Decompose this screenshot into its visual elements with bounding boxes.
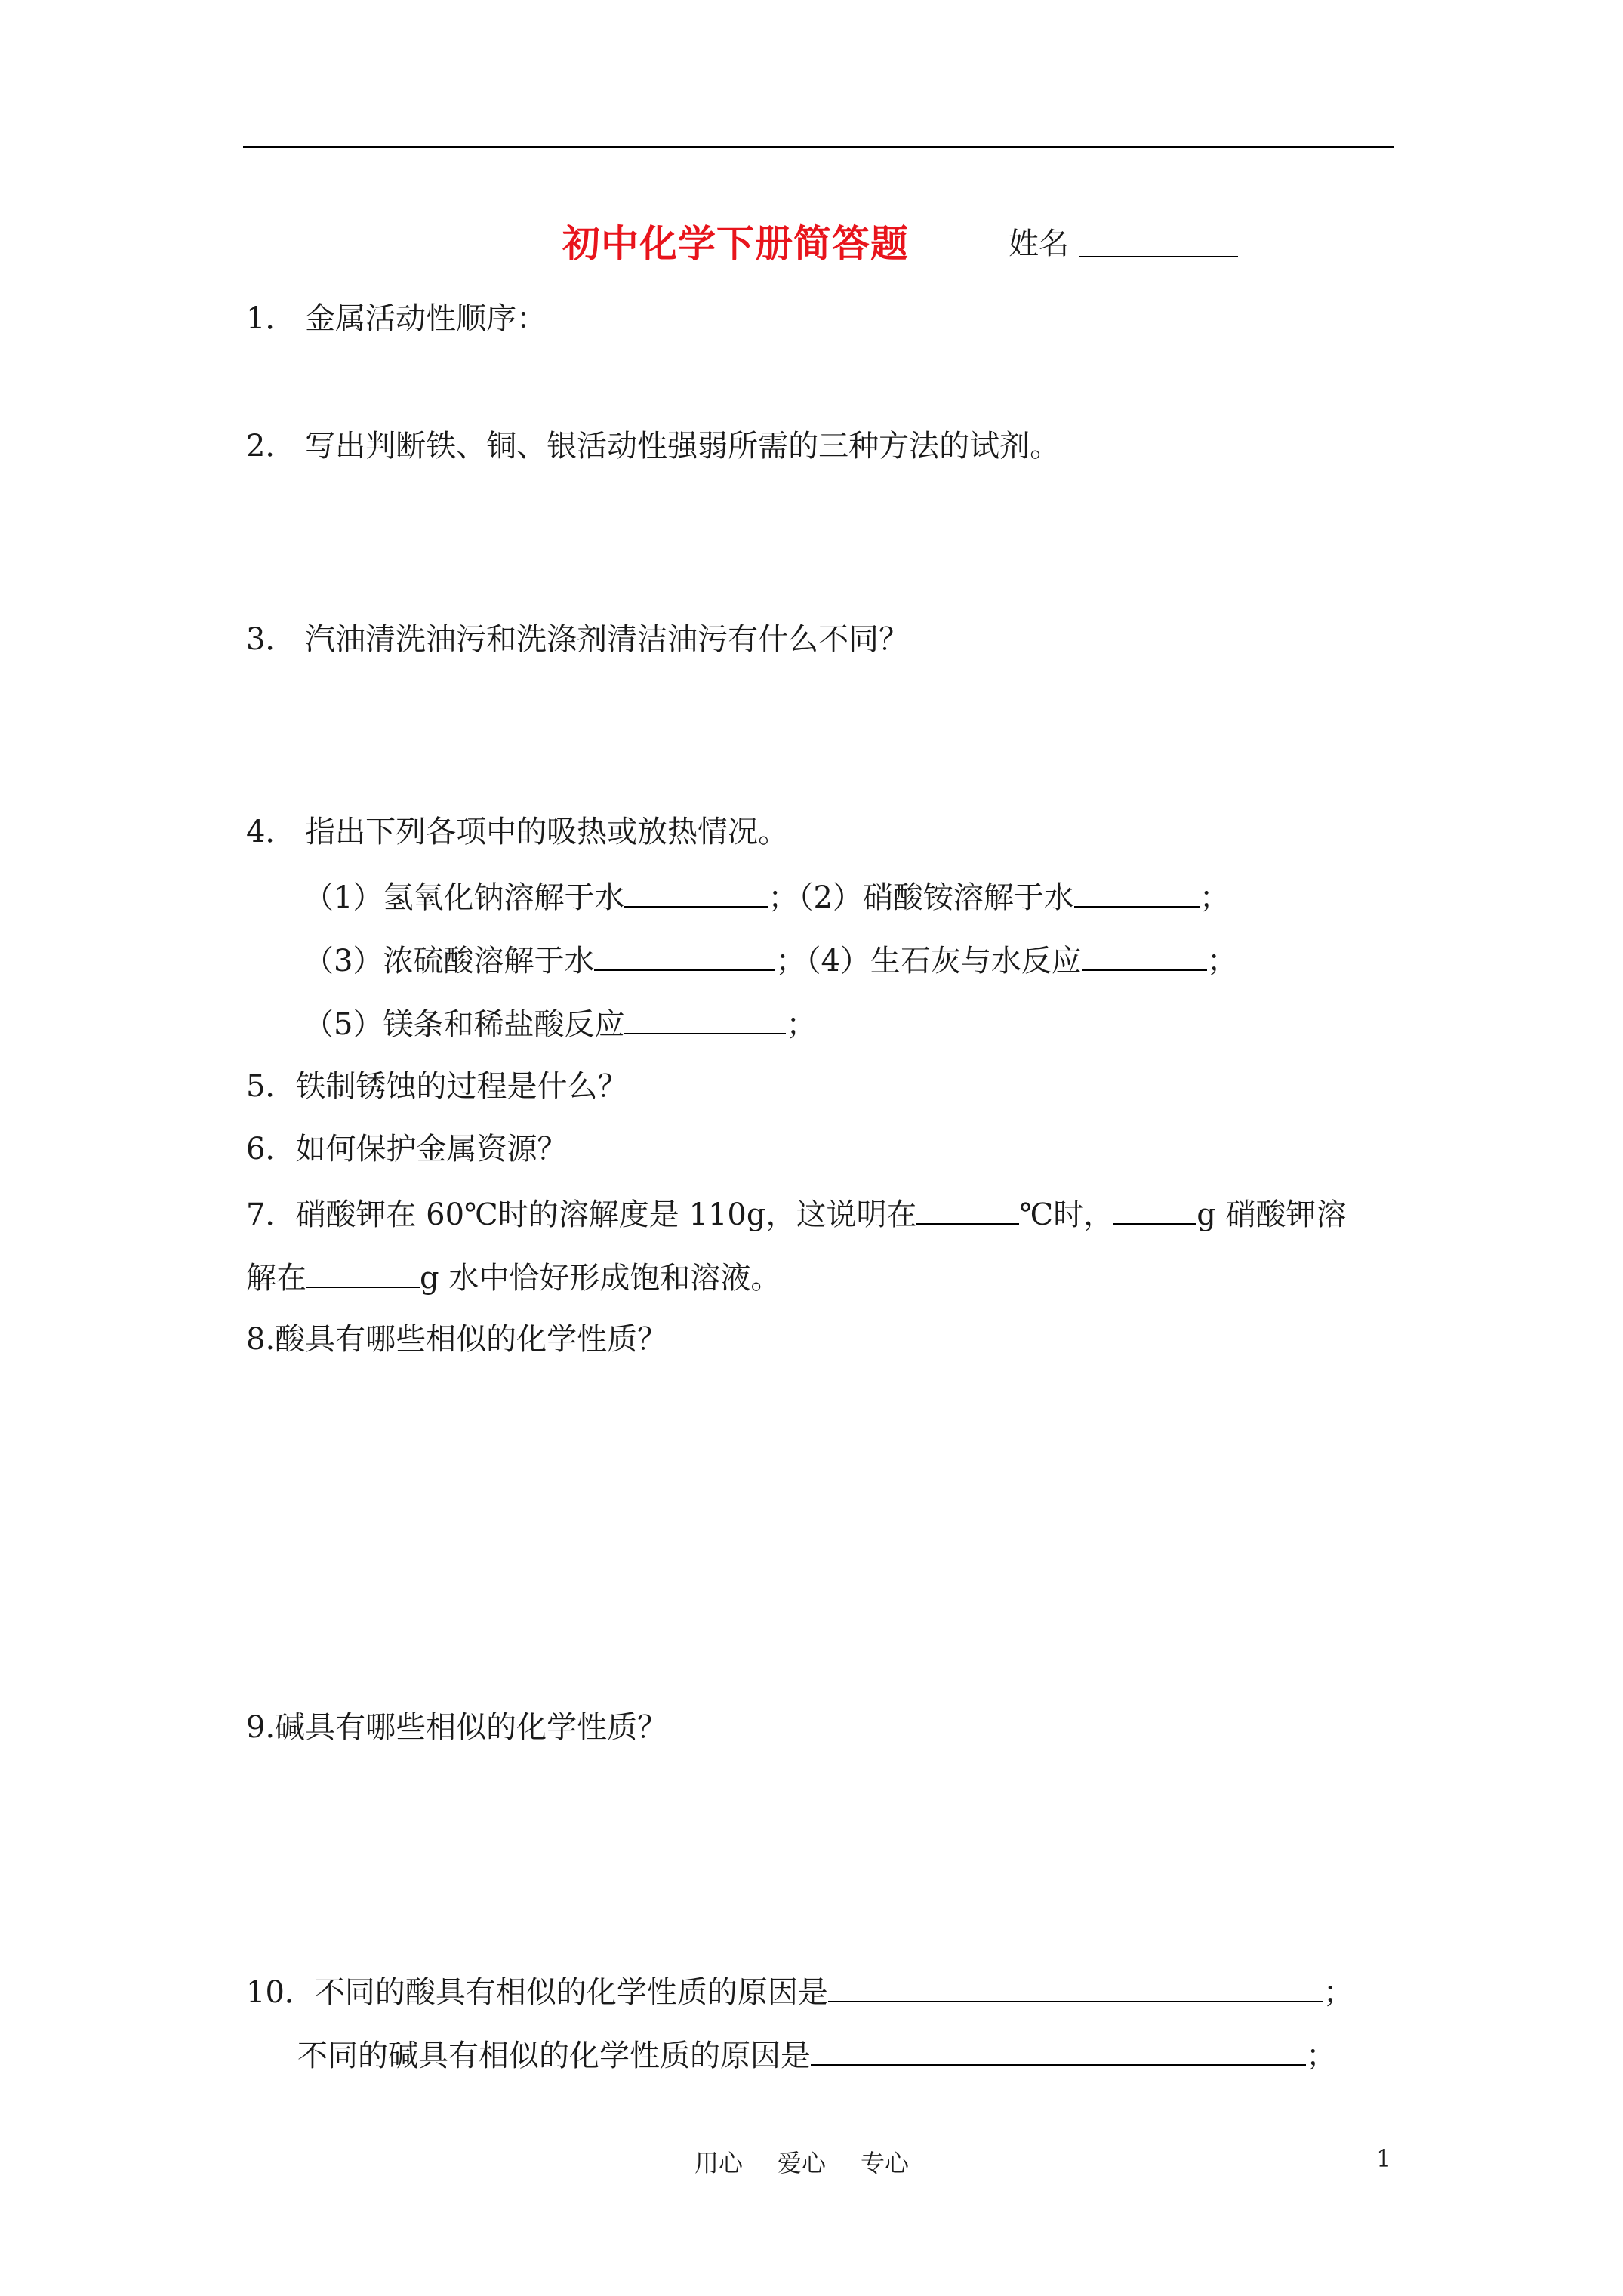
q4-blank-5 — [624, 1004, 786, 1034]
question-3: 3． 汽油清洗油污和洗涤剂清洁油污有什么不同？ — [246, 622, 910, 657]
header-rule — [243, 146, 1394, 148]
q10-blank-2 — [811, 2036, 1306, 2066]
q4-item-3: （3）浓硫酸溶解于水 — [303, 944, 595, 978]
q10-text-1: 10．不同的酸具有相似的化学性质的原因是 — [246, 1975, 828, 2010]
question-6: 6．如何保护金属资源？ — [246, 1132, 568, 1166]
footer-motto-1: 用心 — [694, 2149, 744, 2177]
q7-blank-2 — [1113, 1194, 1196, 1225]
q7-text-3: g 硝酸钾溶 — [1196, 1197, 1347, 1232]
question-1: 1． 金属活动性顺序： — [246, 301, 547, 336]
question-4-row-3 — [303, 1004, 816, 1043]
q7-text-2: ℃时， — [1019, 1197, 1114, 1232]
title-row — [0, 214, 1623, 267]
semicolon: ； — [1199, 880, 1230, 915]
question-10-line-2 — [297, 2036, 1336, 2074]
name-blank — [1079, 256, 1238, 257]
question-10-line-1 — [246, 1972, 1354, 2011]
q4-item-5: （5）镁条和稀盐酸反应 — [303, 1007, 625, 1042]
question-2: 2． 写出判断铁、铜、银活动性强弱所需的三种方法的试剂。 — [246, 429, 1061, 464]
q7-text-1: 7．硝酸钾在 60℃时的溶解度是 110g，这说明在 — [246, 1197, 917, 1232]
question-5: 5．铁制锈蚀的过程是什么？ — [246, 1069, 628, 1104]
question-4-row-2 — [303, 941, 1237, 979]
q10-blank-1 — [828, 1972, 1323, 2002]
question-4: 4． 指出下列各项中的吸热或放热情况。 — [246, 815, 789, 849]
q7-text-4: 解在 — [246, 1261, 306, 1296]
name-label: 姓名 — [1009, 227, 1069, 261]
q4-blank-1 — [624, 877, 768, 908]
q4-blank-2 — [1074, 877, 1200, 908]
q10-text-2: 不同的碱具有相似的化学性质的原因是 — [297, 2039, 811, 2073]
q4-item-2: ；（2）硝酸铵溶解于水 — [768, 880, 1074, 915]
footer-motto-2: 爱心 — [778, 2149, 827, 2177]
semicolon: ； — [1306, 2039, 1336, 2073]
q4-blank-3 — [594, 941, 775, 971]
question-7-line-1 — [246, 1194, 1347, 1233]
q4-item-1: （1）氢氧化钠溶解于水 — [303, 880, 625, 915]
q4-blank-4 — [1082, 941, 1207, 971]
semicolon: ； — [1206, 944, 1237, 978]
q4-item-4: ；（4）生石灰与水反应 — [775, 944, 1082, 978]
footer-motto-3: 专心 — [861, 2149, 910, 2177]
q7-text-5: g 水中恰好形成饱和溶液。 — [420, 1261, 781, 1296]
semicolon: ； — [786, 1007, 817, 1042]
page-title: 初中化学下册简答题 — [562, 221, 909, 266]
footer-motto — [694, 2144, 944, 2179]
question-7-line-2 — [246, 1258, 781, 1296]
question-4-row-1 — [303, 877, 1230, 916]
question-9: 9.碱具有哪些相似的化学性质？ — [246, 1710, 668, 1745]
page-number: 1 — [1376, 2144, 1392, 2173]
q7-blank-1 — [916, 1194, 1019, 1225]
semicolon: ； — [1323, 1975, 1354, 2010]
question-8: 8.酸具有哪些相似的化学性质？ — [246, 1322, 668, 1357]
q7-blank-3 — [306, 1258, 420, 1288]
